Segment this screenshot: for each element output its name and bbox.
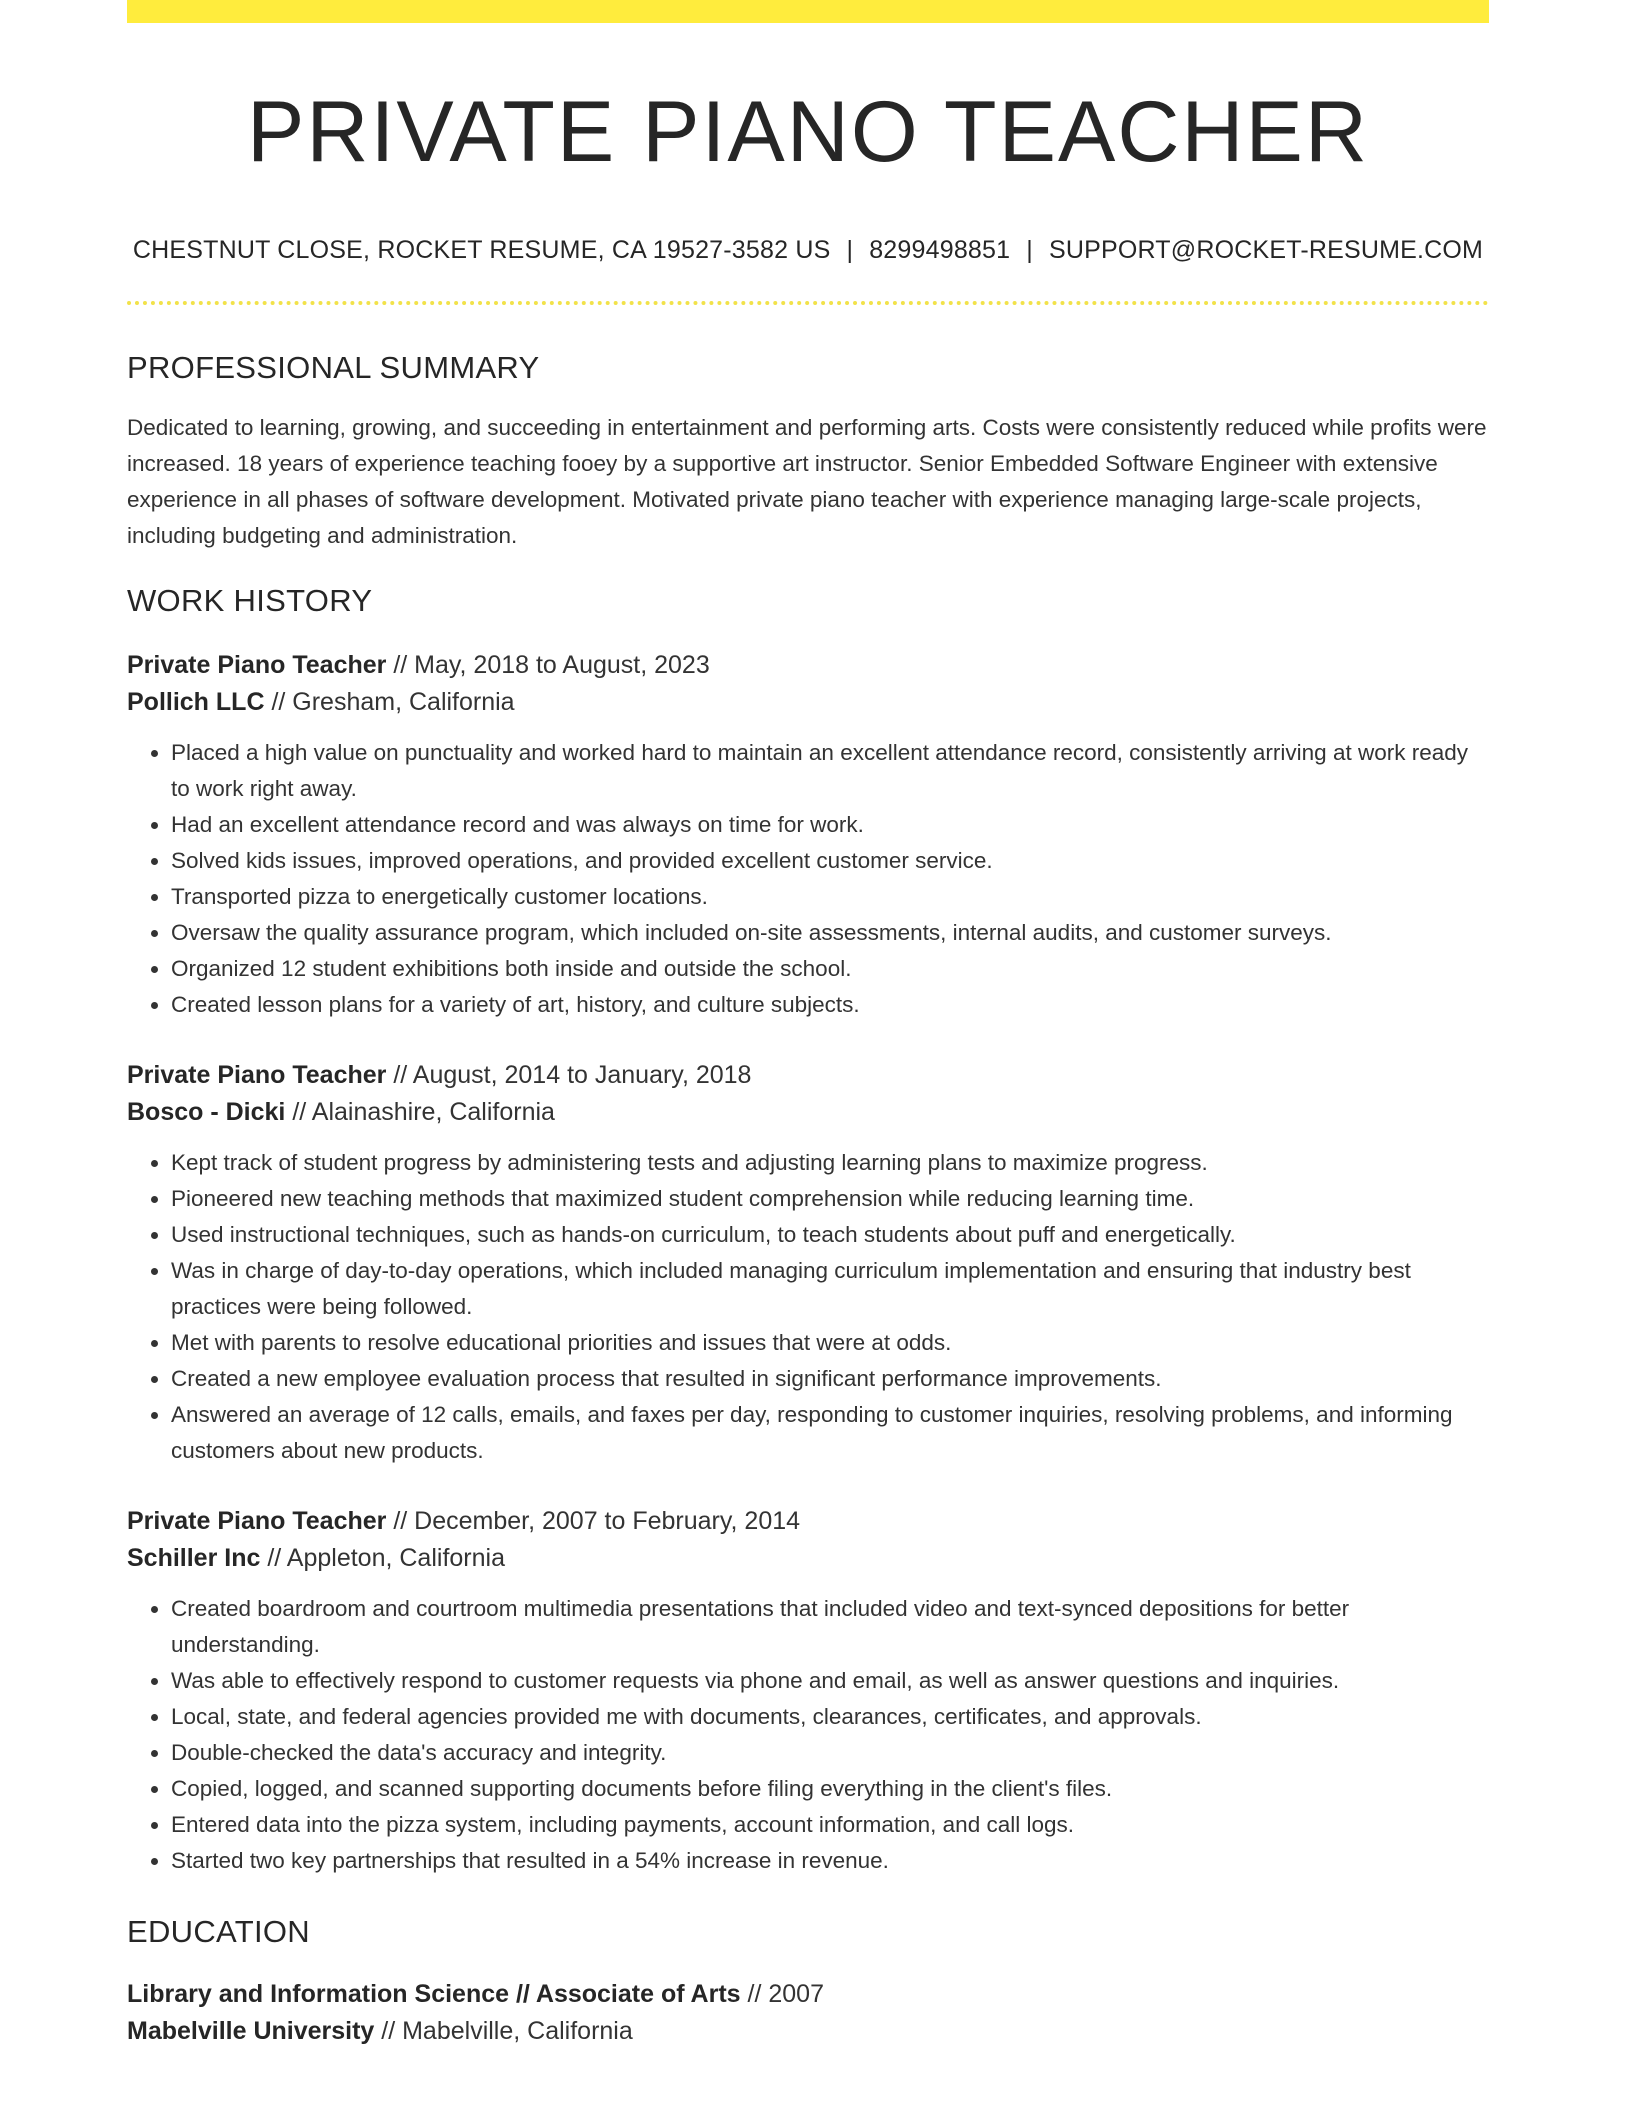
list-item: • Was in charge of day-to-day operations, which included managing curriculum implementation and ensuring that industry best practices were being followed. — [171, 1253, 1489, 1325]
education-heading: EDUCATION — [127, 1913, 310, 1949]
list-item: • Oversaw the quality assurance program, which included on-site assessments, internal audits, and customer surveys. — [171, 915, 1489, 951]
job-company: Schiller Inc — [127, 1543, 261, 1572]
job-location: // Alainashire, California — [285, 1097, 555, 1126]
job-dates: // May, 2018 to August, 2023 — [386, 650, 710, 679]
education-school: Mabelville University — [127, 2017, 375, 2046]
job-title-line — [127, 647, 1489, 684]
job-title: Private Piano Teacher — [127, 1060, 387, 1089]
education-school-line — [127, 2013, 1489, 2050]
summary-heading: PROFESSIONAL SUMMARY — [127, 349, 540, 385]
list-item: • Double-checked the data's accuracy and integrity. — [171, 1735, 1489, 1771]
list-item: • Transported pizza to energetically customer locations. — [171, 879, 1489, 915]
list-item: • Started two key partnerships that resulted in a 54% increase in revenue. — [171, 1843, 1489, 1879]
education-year: // 2007 — [740, 1980, 824, 2009]
contact-line — [127, 235, 1489, 265]
job-company-line — [127, 1540, 1489, 1577]
job-title: Private Piano Teacher — [127, 1506, 387, 1535]
summary-text: Dedicated to learning, growing, and succeeding in entertainment and performing arts. Costs were consistently reduced while profits were increased. 18 years of experience teaching fooey by a supportive art instructor. Senior Embedded Software Engineer with extensive experience in all phases of software development. Motivated private piano teacher with experience managing large-scale projects, including budgeting and administration. — [127, 414, 1487, 548]
resume-title: PRIVATE PIANO TEACHER — [247, 84, 1369, 180]
list-item: • Pioneered new teaching methods that maximized student comprehension while reducing learning time. — [171, 1181, 1489, 1217]
list-item: • Solved kids issues, improved operations, and provided excellent customer service. — [171, 843, 1489, 879]
dotted-divider — [127, 301, 1489, 305]
job-dates: // August, 2014 to January, 2018 — [386, 1060, 752, 1089]
list-item: • Organized 12 student exhibitions both inside and outside the school. — [171, 951, 1489, 987]
top-accent-bar — [127, 0, 1489, 23]
education-degree-line — [127, 1976, 1489, 2013]
contact-phone: 8299498851 — [869, 235, 1011, 264]
list-item: • Used instructional techniques, such as hands-on curriculum, to teach students about puff and energetically. — [171, 1217, 1489, 1253]
list-item: • Was able to effectively respond to customer requests via phone and email, as well as answer questions and inquiries. — [171, 1663, 1489, 1699]
list-item: • Local, state, and federal agencies provided me with documents, clearances, certificates, and approvals. — [171, 1699, 1489, 1735]
list-item: • Had an excellent attendance record and was always on time for work. — [171, 807, 1489, 843]
job-bullets — [127, 1591, 1489, 1879]
job-company: Pollich LLC — [127, 687, 265, 716]
contact-address: CHESTNUT CLOSE, ROCKET RESUME, CA 19527-3582 US — [132, 235, 831, 264]
list-item: • Answered an average of 12 calls, emails, and faxes per day, responding to customer inquiries, resolving problems, and informing customers about new products. — [171, 1397, 1489, 1469]
job-company: Bosco - Dicki — [127, 1097, 286, 1126]
job-company-line — [127, 684, 1489, 721]
job-dates: // December, 2007 to February, 2014 — [386, 1506, 801, 1535]
list-item: • Placed a high value on punctuality and worked hard to maintain an excellent attendance record, consistently arriving at work ready to work right away. — [171, 735, 1489, 807]
resume-page — [127, 0, 1489, 2050]
list-item: • Created a new employee evaluation process that resulted in significant performance improvements. — [171, 1361, 1489, 1397]
work-history-heading: WORK HISTORY — [127, 582, 373, 618]
list-item: • Created boardroom and courtroom multimedia presentations that included video and text-synced depositions for better understanding. — [171, 1591, 1489, 1663]
job-bullets — [127, 735, 1489, 1023]
education-location: // Mabelville, California — [374, 2017, 633, 2046]
contact-separator: | — [1026, 235, 1033, 264]
job-location: // Gresham, California — [264, 687, 515, 716]
job-company-line — [127, 1094, 1489, 1131]
job-entry — [127, 647, 1489, 1023]
list-item: • Entered data into the pizza system, including payments, account information, and call logs. — [171, 1807, 1489, 1843]
list-item: • Created lesson plans for a variety of art, history, and culture subjects. — [171, 987, 1489, 1023]
contact-email: SUPPORT@ROCKET-RESUME.COM — [1048, 235, 1484, 264]
job-entry — [127, 1503, 1489, 1879]
job-location: // Appleton, California — [260, 1543, 505, 1572]
contact-separator: | — [846, 235, 854, 264]
job-title-line — [127, 1057, 1489, 1094]
job-entry — [127, 1057, 1489, 1469]
job-bullets — [127, 1145, 1489, 1469]
job-title-line — [127, 1503, 1489, 1540]
education-degree: Library and Information Science // Associate of Arts — [127, 1980, 741, 2009]
education-entry — [127, 1976, 1489, 2050]
job-title: Private Piano Teacher — [127, 650, 387, 679]
list-item: • Met with parents to resolve educational priorities and issues that were at odds. — [171, 1325, 1489, 1361]
list-item: • Kept track of student progress by administering tests and adjusting learning plans to maximize progress. — [171, 1145, 1489, 1181]
list-item: • Copied, logged, and scanned supporting documents before filing everything in the client's files. — [171, 1771, 1489, 1807]
